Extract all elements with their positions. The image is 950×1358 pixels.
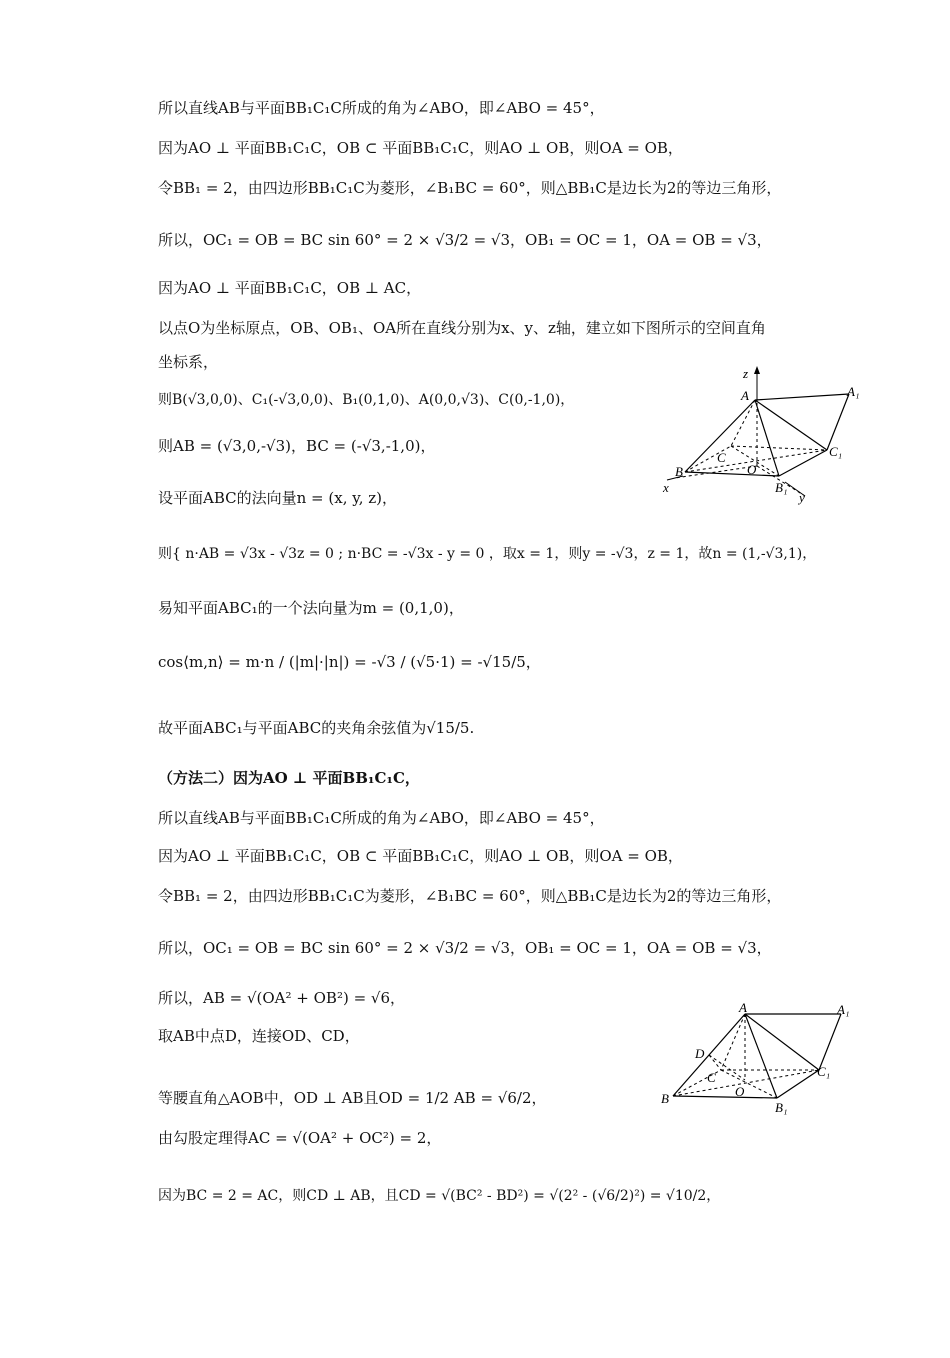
- label-B1: B₁: [775, 480, 788, 495]
- label-C1: C₁: [829, 444, 843, 459]
- label-O: O: [735, 1084, 745, 1099]
- text-line-13: cos⟨m,n⟩ = m·n / (|m|·|n|) = -√3 / (√5·1) = -√15/5，: [158, 653, 541, 671]
- label-D: D: [695, 1046, 705, 1061]
- text-line-22: 等腰直角△AOB中，OD ⊥ AB且OD = 1/2 AB = √6/2，: [158, 1089, 547, 1107]
- label-A: A: [741, 388, 749, 403]
- text-line-4: 所以，OC₁ = OB = BC sin 60° = 2 × √3/2 = √3，OB₁ = OC = 1，OA = OB = √3，: [158, 231, 772, 249]
- text-line-9: 则AB = (√3,0,-√3)，BC = (-√3,-1,0)，: [158, 437, 436, 455]
- text-line-10: 设平面ABC的法向量n = (x, y, z)，: [158, 489, 397, 507]
- label-y: y: [799, 490, 805, 505]
- label-C: C: [707, 1070, 716, 1085]
- text-line-21: 取AB中点D，连接OD、CD，: [158, 1027, 360, 1045]
- label-B: B: [661, 1091, 669, 1106]
- figure-prism-coordinates: [655, 362, 875, 508]
- text-line-16: 所以直线AB与平面BB₁C₁C所成的角为∠ABO，即∠ABO = 45°，: [158, 809, 605, 827]
- text-line-6: 以点O为坐标原点，OB、OB₁、OA所在直线分别为x、y、z轴，建立如下图所示的空间直角: [158, 319, 766, 337]
- text-line-5: 因为AO ⊥ 平面BB₁C₁C，OB ⊥ AC，: [158, 279, 422, 297]
- text-line-12: 易知平面ABC₁的一个法向量为m = (0,1,0)，: [158, 599, 464, 617]
- label-O: O: [747, 462, 757, 477]
- label-B1: B₁: [775, 1100, 788, 1115]
- text-line-23: 由勾股定理得AC = √(OA² + OC²) = 2，: [158, 1129, 442, 1147]
- label-x: x: [663, 480, 669, 495]
- label-C: C: [717, 450, 726, 465]
- label-z: z: [743, 366, 749, 381]
- text-line-19: 所以，OC₁ = OB = BC sin 60° = 2 × √3/2 = √3，OB₁ = OC = 1，OA = OB = √3，: [158, 939, 772, 957]
- text-line-20: 所以，AB = √(OA² + OB²) = √6，: [158, 989, 406, 1007]
- text-line-24: 因为BC = 2 = AC，则CD ⊥ AB，且CD = √(BC² - BD²) = √(2² - (√6/2)²) = √10/2，: [158, 1188, 721, 1204]
- text-line-8: 则B(√3,0,0)、C₁(-√3,0,0)、B₁(0,1,0)、A(0,0,√3)、C(0,-1,0)，: [158, 392, 575, 408]
- text-line-14: 故平面ABC₁与平面ABC的夹角余弦值为√15/5.: [158, 719, 475, 737]
- text-line-15: （方法二）因为AO ⊥ 平面BB₁C₁C，: [158, 769, 420, 787]
- label-B: B: [675, 464, 683, 479]
- text-line-3: 令BB₁ = 2，由四边形BB₁C₁C为菱形，∠B₁BC = 60°，则△BB₁C是边长为2的等边三角形，: [158, 179, 782, 197]
- label-A1: A₁: [837, 1002, 850, 1017]
- text-line-2: 因为AO ⊥ 平面BB₁C₁C，OB ⊂ 平面BB₁C₁C，则AO ⊥ OB，则OA = OB，: [158, 139, 683, 157]
- text-line-7: 坐标系，: [158, 353, 219, 371]
- text-line-18: 令BB₁ = 2，由四边形BB₁C₁C为菱形，∠B₁BC = 60°，则△BB₁C是边长为2的等边三角形，: [158, 887, 782, 905]
- figure-prism-midpoint: [655, 1000, 875, 1118]
- label-A1: A₁: [847, 384, 860, 399]
- label-C1: C₁: [817, 1064, 831, 1079]
- text-line-11: 则{ n·AB = √3x - √3z = 0 ; n·BC = -√3x - y = 0 ，取x = 1，则y = -√3，z = 1，故n = (1,-√3,1)，: [158, 546, 817, 562]
- label-A: A: [739, 1000, 747, 1015]
- text-line-17: 因为AO ⊥ 平面BB₁C₁C，OB ⊂ 平面BB₁C₁C，则AO ⊥ OB，则OA = OB，: [158, 847, 683, 865]
- text-line-1: 所以直线AB与平面BB₁C₁C所成的角为∠ABO，即∠ABO = 45°，: [158, 99, 605, 117]
